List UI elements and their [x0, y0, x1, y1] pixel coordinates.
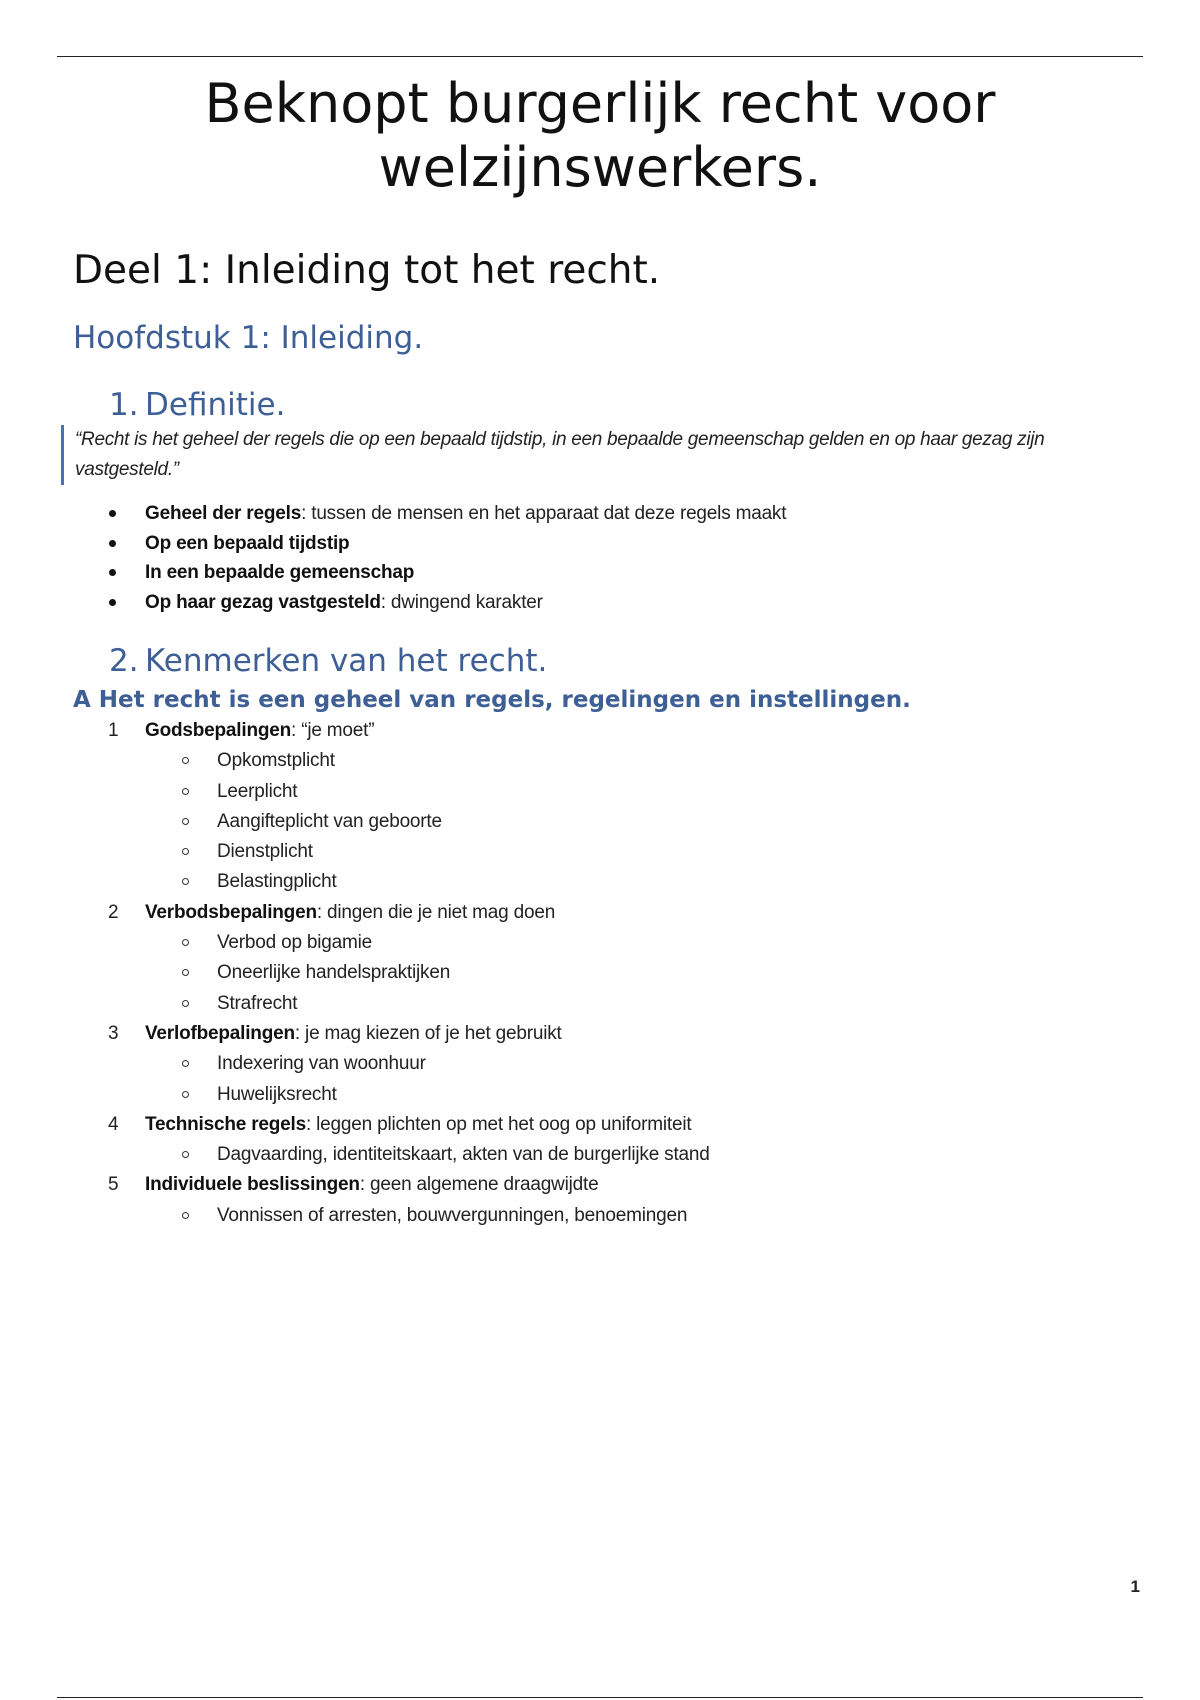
bullet-icon [109, 540, 116, 547]
bullet-term: Geheel der regels [145, 503, 302, 524]
item-term: Individuele beslissingen [145, 1174, 360, 1196]
bullet-term: In een bepaalde gemeenschap [145, 562, 415, 583]
sub-item [0, 958, 710, 988]
document-title [60, 72, 1140, 200]
bullet-item [0, 529, 786, 559]
hollow-bullet-icon [182, 969, 189, 976]
section-number: 1. [109, 387, 139, 423]
hollow-bullet-icon [182, 788, 189, 795]
subheading-regels: A Het recht is een geheel van regels, regelingen en instellingen. [73, 687, 911, 713]
sub-item-text: Opkomstplicht [217, 750, 335, 772]
numbered-item [0, 1170, 710, 1200]
sub-item [0, 746, 710, 776]
page-number: 1 [1130, 1577, 1140, 1596]
bullet-term: Op haar gezag vastgesteld [145, 591, 381, 613]
item-number: 1 [108, 720, 119, 741]
chapter-heading: Hoofdstuk 1: Inleiding. [73, 320, 424, 356]
item-text: : geen algemene draagwijdte [359, 1174, 599, 1196]
sub-item-text: Leerplicht [217, 780, 298, 802]
item-term: Verlofbepalingen [145, 1022, 295, 1044]
hollow-bullet-icon [182, 757, 189, 764]
item-text: : leggen plichten op met het oog op uniformiteit [306, 1113, 692, 1135]
sub-item [0, 837, 710, 867]
numbered-item [0, 716, 710, 746]
sub-item-text: Vonnissen of arresten, bouwvergunningen, benoemingen [217, 1204, 688, 1226]
section-heading-definitie [109, 385, 285, 425]
item-term: Technische regels [145, 1113, 306, 1135]
hollow-bullet-icon [182, 1091, 189, 1098]
document-title-line-1: Beknopt burgerlijk recht voor [204, 72, 996, 135]
section-title: Kenmerken van het recht. [145, 643, 548, 679]
sub-item-text: Huwelijksrecht [217, 1083, 337, 1105]
definition-bullet-list [0, 499, 786, 617]
sub-item [0, 807, 710, 837]
bottom-rule [57, 1697, 1143, 1698]
item-text: : je mag kiezen of je het gebruikt [294, 1022, 562, 1044]
sub-item-text: Oneerlijke handelspraktijken [217, 962, 451, 984]
bullet-item [0, 558, 786, 588]
sub-item-text: Belastingplicht [217, 871, 337, 893]
item-number: 3 [108, 1022, 119, 1044]
item-term: Verbodsbepalingen [145, 901, 317, 923]
item-number: 5 [108, 1174, 119, 1196]
hollow-bullet-icon [182, 1151, 189, 1158]
top-rule [57, 56, 1143, 57]
section-heading-kenmerken [109, 641, 547, 681]
bullet-text: : dwingend karakter [380, 591, 543, 613]
hollow-bullet-icon [182, 878, 189, 885]
sub-item-text: Dagvaarding, identiteitskaart, akten van de burgerlijke stand [217, 1144, 710, 1166]
numbered-item [0, 1110, 710, 1140]
bullet-icon [109, 569, 116, 576]
definition-quote: “Recht is het geheel der regels die op een bepaald tijdstip, in een bepaalde gemeenschap gelden en op haar gezag zijn vastgesteld.” [61, 425, 1115, 485]
bullet-text: : tussen de mensen en het apparaat dat deze regels maakt [301, 503, 787, 524]
numbered-item [0, 898, 710, 928]
sub-item-text: Indexering van woonhuur [217, 1053, 426, 1075]
bullet-term: Op een bepaald tijdstip [145, 532, 350, 554]
sub-item [0, 1080, 710, 1110]
characteristics-numbered-list [0, 716, 710, 1231]
bullet-icon [109, 510, 116, 517]
bullet-item [0, 499, 786, 529]
numbered-item [0, 1019, 710, 1049]
hollow-bullet-icon [182, 1060, 189, 1067]
sub-item-text: Dienstplicht [217, 841, 313, 863]
item-text: : dingen die je niet mag doen [316, 901, 556, 923]
bullet-icon [109, 599, 116, 606]
hollow-bullet-icon [182, 818, 189, 825]
sub-item-text: Strafrecht [217, 992, 298, 1014]
hollow-bullet-icon [182, 939, 189, 946]
sub-item [0, 867, 710, 897]
sub-item [0, 1201, 710, 1231]
item-text: : “je moet” [291, 720, 375, 741]
sub-item [0, 1049, 710, 1079]
item-number: 4 [108, 1113, 119, 1135]
bullet-item [0, 588, 786, 618]
item-term: Godsbepalingen [145, 720, 292, 741]
document-title-line-2: welzijnswerkers. [378, 136, 822, 199]
hollow-bullet-icon [182, 848, 189, 855]
section-title: Definitie. [145, 387, 286, 423]
sub-item [0, 989, 710, 1019]
part-heading: Deel 1: Inleiding tot het recht. [73, 248, 661, 293]
hollow-bullet-icon [182, 1212, 189, 1219]
section-number: 2. [109, 643, 139, 679]
sub-item-text: Aangifteplicht van geboorte [217, 810, 442, 832]
sub-item [0, 928, 710, 958]
sub-item [0, 1140, 710, 1170]
sub-item-text: Verbod op bigamie [217, 932, 373, 954]
hollow-bullet-icon [182, 1000, 189, 1007]
sub-item [0, 777, 710, 807]
item-number: 2 [108, 901, 119, 923]
